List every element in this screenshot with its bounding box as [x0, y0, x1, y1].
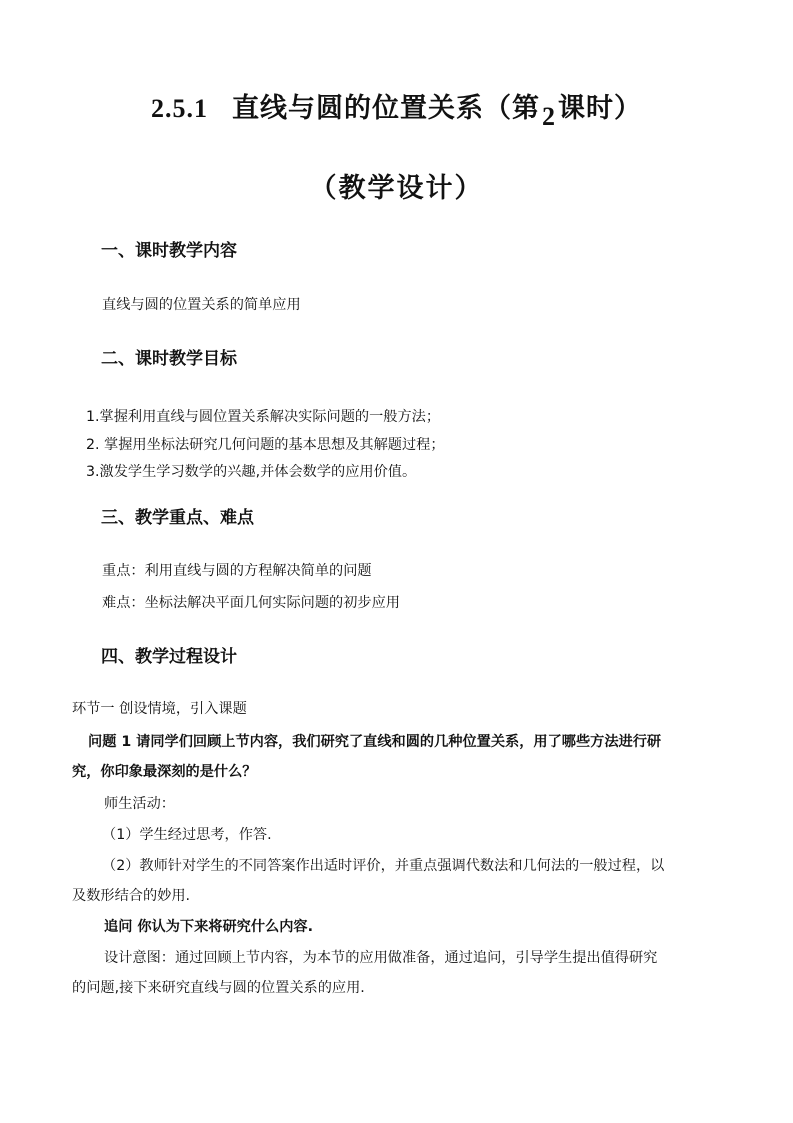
- document-title: [0, 86, 793, 131]
- document-subtitle: （教学设计）: [309, 173, 484, 204]
- section-heading-goals: 二、课时教学目标: [101, 349, 237, 369]
- title-text-part2: 课时）: [558, 93, 642, 124]
- section-heading-content: 一、课时教学内容: [101, 241, 237, 261]
- activity-label: 师生活动：: [104, 796, 175, 812]
- stage-heading: 环节一 创设情境，引入课题: [72, 701, 247, 717]
- question-1-line-2: 究，你印象最深刻的是什么？: [72, 764, 257, 780]
- lesson-number: 2: [542, 102, 556, 131]
- goal-item-3: 3.激发学生学习数学的兴趣,并体会数学的应用价值。: [86, 464, 417, 480]
- section-heading-key-points: 三、教学重点、难点: [101, 508, 254, 528]
- activity-item-1: （1）学生经过思考，作答.: [102, 827, 272, 843]
- section-heading-process: 四、教学过程设计: [101, 647, 237, 667]
- title-text-part1: 直线与圆的位置关系（第: [232, 93, 540, 124]
- section-number: 2.5.1: [151, 94, 208, 123]
- activity-item-2-line-2: 及数形结合的妙用.: [72, 888, 191, 904]
- design-intent-line-2: 的问题,接下来研究直线与圆的位置关系的应用.: [72, 980, 365, 996]
- design-intent-line-1: 设计意图：通过回顾上节内容，为本节的应用做准备，通过追问，引导学生提出值得研究: [104, 950, 658, 966]
- activity-item-2-line-1: （2）教师针对学生的不同答案作出适时评价，并重点强调代数法和几何法的一般过程，以: [102, 858, 665, 874]
- goal-item-2: 2. 掌握用坐标法研究几何问题的基本思想及其解题过程；: [86, 437, 445, 453]
- question-1-line-1: 问题 1 请同学们回顾上节内容，我们研究了直线和圆的几种位置关系，用了哪些方法进行研: [88, 734, 662, 750]
- difficulty-text: 难点：坐标法解决平面几何实际问题的初步应用: [102, 595, 400, 611]
- followup-question: 追问 你认为下来将研究什么内容.: [104, 919, 313, 935]
- lesson-content-text: 直线与圆的位置关系的简单应用: [102, 297, 301, 313]
- goal-item-1: 1.掌握利用直线与圆位置关系解决实际问题的一般方法；: [86, 409, 441, 425]
- key-point-text: 重点：利用直线与圆的方程解决简单的问题: [102, 563, 372, 579]
